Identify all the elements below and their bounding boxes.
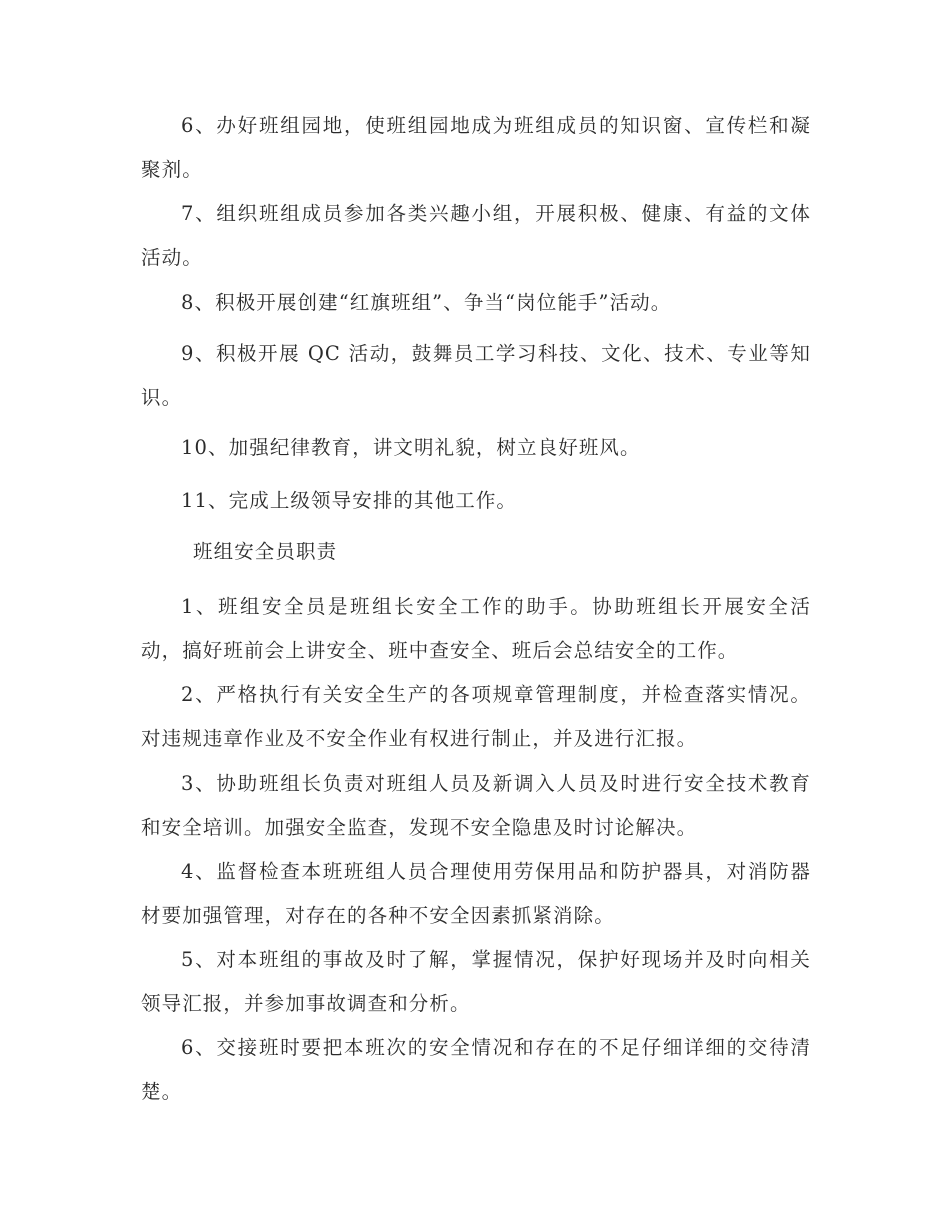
paragraph-item-8: 8、积极开展创建“红旗班组”、争当“岗位能手”活动。 bbox=[181, 291, 672, 314]
paragraph-item-7: 7、组织班组成员参加各类兴趣小组，开展积极、健康、有益的文体活动。 bbox=[141, 202, 811, 269]
safety-duty-4: 4、监督检查本班班组人员合理使用劳保用品和防护器具，对消防器材要加强管理，对存在的各种不安全因素抓紧消除。 bbox=[141, 860, 811, 927]
safety-duty-2: 2、严格执行有关安全生产的各项规章管理制度，并检查落实情况。对违规违章作业及不安全作业有权进行制止，并及进行汇报。 bbox=[141, 683, 811, 750]
paragraph-item-10: 10、加强纪律教育，讲文明礼貌，树立良好班风。 bbox=[181, 436, 641, 459]
paragraph-item-11: 11、完成上级领导安排的其他工作。 bbox=[181, 489, 518, 512]
safety-duty-6: 6、交接班时要把本班次的安全情况和存在的不足仔细详细的交待清楚。 bbox=[141, 1036, 811, 1103]
safety-duty-3: 3、协助班组长负责对班组人员及新调入人员及时进行安全技术教育和安全培训。加强安全监查，发现不安全隐患及时讨论解决。 bbox=[141, 772, 811, 839]
paragraph-item-6: 6、办好班组园地，使班组园地成为班组成员的知识窗、宣传栏和凝聚剂。 bbox=[141, 114, 811, 181]
safety-duty-1: 1、班组安全员是班组长安全工作的助手。协助班组长开展安全活动，搞好班前会上讲安全、班中查安全、班后会总结安全的工作。 bbox=[141, 595, 811, 662]
paragraph-item-9: 9、积极开展 QC 活动，鼓舞员工学习科技、文化、技术、专业等知识。 bbox=[141, 342, 811, 409]
section-title: 班组安全员职责 bbox=[193, 540, 338, 563]
safety-duty-5: 5、对本班组的事故及时了解，掌握情况，保护好现场并及时向相关领导汇报，并参加事故调查和分析。 bbox=[141, 948, 811, 1015]
